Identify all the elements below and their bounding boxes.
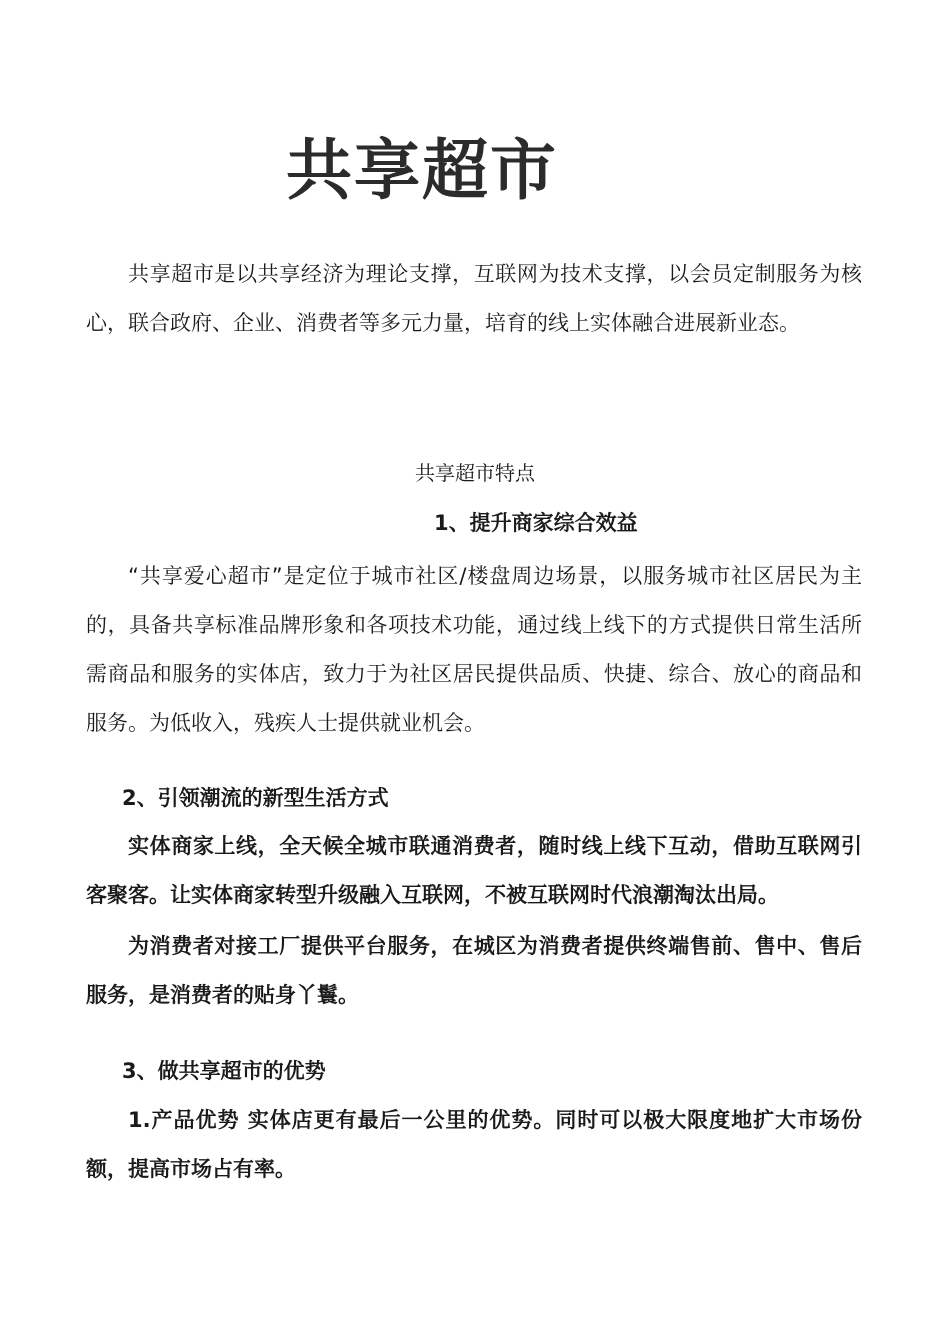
- section1-heading: 1、提升商家综合效益: [434, 511, 638, 535]
- section2-paragraph-2: 为消费者对接工厂提供平台服务，在城区为消费者提供终端售前、售中、售后服务，是消费者的贴身丫鬟。: [86, 934, 862, 1007]
- intro-paragraph: 共享超市是以共享经济为理论支撑，互联网为技术支撑，以会员定制服务为核心，联合政府、企业、消费者等多元力量，培育的线上实体融合进展新业态。: [86, 262, 862, 335]
- section1-paragraph: “共享爱心超市”是定位于城市社区/楼盘周边场景，以服务城市社区居民为主的，具备共享标准品牌形象和各项技术功能，通过线上线下的方式提供日常生活所需商品和服务的实体店，致力于为社区居民提供品质、快捷、综合、放心的商品和服务。为低收入，残疾人士提供就业机会。: [86, 564, 862, 735]
- section3-heading: 3、做共享超市的优势: [122, 1059, 326, 1083]
- section3-paragraph-1: 1.产品优势 实体店更有最后一公里的优势。同时可以极大限度地扩大市场份额，提高市场占有率。: [86, 1108, 862, 1181]
- section2-paragraph-1: 实体商家上线，全天候全城市联通消费者，随时线上线下互动，借助互联网引客聚客。让实体商家转型升级融入互联网，不被互联网时代浪潮淘汰出局。: [86, 834, 862, 907]
- section2-heading: 2、引领潮流的新型生活方式: [122, 786, 389, 810]
- features-heading: 共享超市特点: [415, 461, 535, 485]
- page-title: 共享超市: [286, 132, 558, 209]
